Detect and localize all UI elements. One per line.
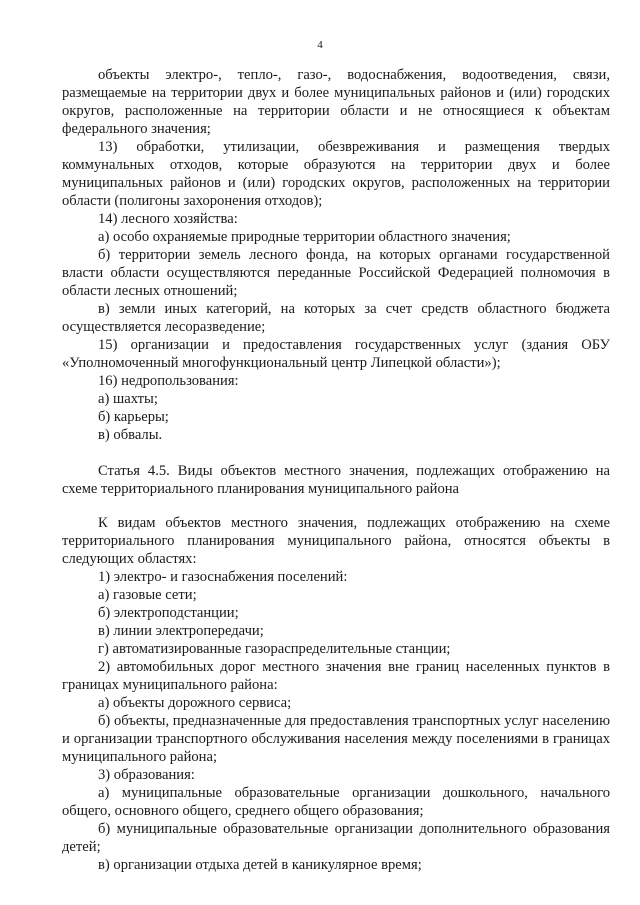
paragraph: а) особо охраняемые природные территории областного значения; <box>98 229 511 245</box>
paragraph: б) электроподстанции; <box>98 605 239 621</box>
paragraph: 1) электро- и газоснабжения поселений: <box>98 569 348 585</box>
paragraph: 14) лесного хозяйства: <box>98 211 238 227</box>
paragraph: 16) недропользования: <box>98 373 239 389</box>
paragraph: г) автоматизированные газораспределительные станции; <box>98 641 451 657</box>
paragraph: а) газовые сети; <box>98 587 197 603</box>
paragraph: 2) автомобильных дорог местного значения вне границ населенных пунктов в границах муниципального района: <box>62 659 610 693</box>
paragraph: б) территории земель лесного фонда, на которых органами государственной власти области осуществляются переданные Российской Федерацией полномочия в области лесных отношений; <box>62 247 610 299</box>
paragraph: в) линии электропередачи; <box>98 623 264 639</box>
paragraph: а) муниципальные образовательные организации дошкольного, начального общего, основного общего, среднего общего образования; <box>62 785 610 819</box>
paragraph: б) объекты, предназначенные для предоставления транспортных услуг населению и организации транспортного обслуживания населения между поселениями в границах муниципального района; <box>62 713 610 765</box>
paragraph: 13) обработки, утилизации, обезвреживания и размещения твердых коммунальных отходов, которые образуются на территории двух и более муниципальных районов и (или) городских округов, расположенных на территории области (полигоны захоронения отходов); <box>62 139 610 209</box>
paragraph: а) шахты; <box>98 391 158 407</box>
paragraph: 3) образования: <box>98 767 195 783</box>
page-number: 4 <box>317 39 323 51</box>
paragraph: в) земли иных категорий, на которых за счет средств областного бюджета осуществляется лесоразведение; <box>62 301 610 335</box>
paragraph: б) карьеры; <box>98 409 169 425</box>
paragraph: 15) организации и предоставления государственных услуг (здания ОБУ «Уполномоченный многофункциональный центр Липецкой области»); <box>62 337 610 371</box>
paragraph: а) объекты дорожного сервиса; <box>98 695 292 711</box>
document-body <box>62 66 610 874</box>
paragraph: в) обвалы. <box>98 427 163 443</box>
article-heading: Статья 4.5. Виды объектов местного значения, подлежащих отображению на схеме территориального планирования муниципального района <box>62 463 610 497</box>
paragraph: объекты электро-, тепло-, газо-, водоснабжения, водоотведения, связи, размещаемые на территории двух и более муниципальных районов и (или) городских округов, расположенные на территории области и не относящиеся к объектам федерального значения; <box>62 67 610 137</box>
paragraph: в) организации отдыха детей в каникулярное время; <box>98 857 422 873</box>
paragraph: б) муниципальные образовательные организации дополнительного образования детей; <box>62 821 610 855</box>
paragraph: К видам объектов местного значения, подлежащих отображению на схеме территориального планирования муниципального района, относятся объекты в следующих областях: <box>62 515 610 567</box>
